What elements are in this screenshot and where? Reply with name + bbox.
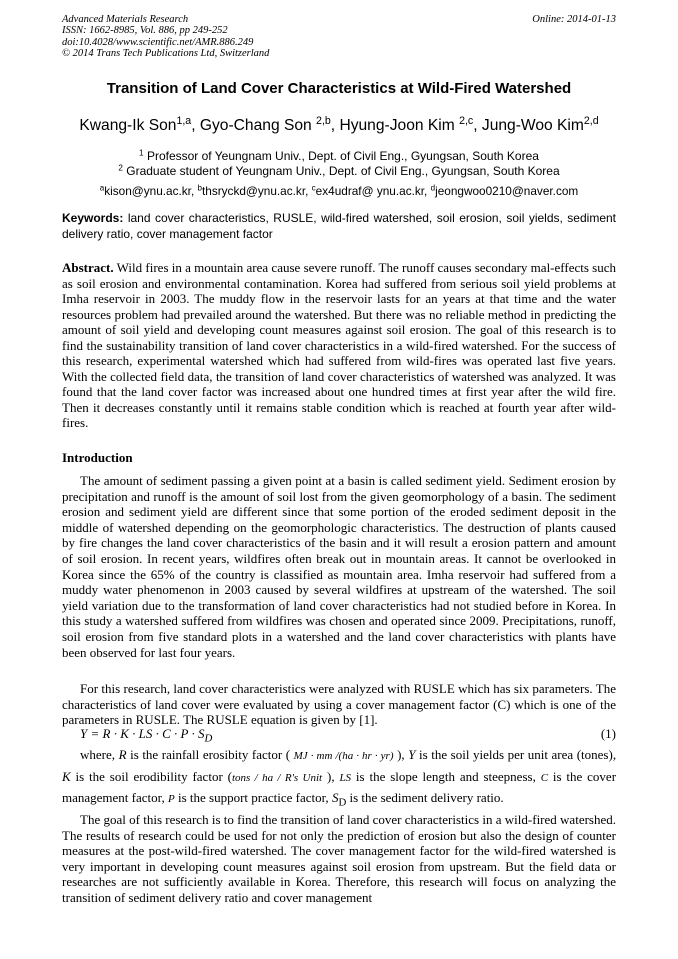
copyright-line: © 2014 Trans Tech Publications Ltd, Switzerland [62, 48, 270, 60]
author-sup: 1,a [176, 115, 192, 128]
email-b[interactable]: thsryckd@ynu.ac.kr, [201, 184, 312, 198]
author-list: Kwang-Ik Son$^{1,a}$, Gyo-Chang Son $^{2,b}$, Hyung-Joon Kim $^{2,c}$, Jung-Woo Kim$^{2,d}$ [79, 115, 599, 134]
keywords [62, 210, 616, 242]
issn-line: ISSN: 1662-8985, Vol. 886, pp 249-252 [62, 25, 228, 37]
intro-paragraph-1: The amount of sediment passing a given point at a basin is called sediment yield. Sediment erosion by precipitation and runoff is the amount of soil lost from the given geomorphology of a basin. The sediment erosion and sediment yield are different since that some portion of the eroded sediment deposit in the middle of watershed depending on the geomorphologic characteristics. The destruction of plants caused by fire changes the land cover characteristics of the basin and it will result a erosion pattern and amount of soil erosion. In recent years, wildfires often break out in mountain areas. It cannot be overlooked in Korea since the 65% of the country is classified as mountain area. Imha reservoir had suffered from a muddy water phenomenon in 2003 caused by several wildfires at upstream of the watershed. The soil yield variation due to the transformation of land cover characteristics had not studied before in Korea. In this study a watershed suffered from wildfires was chosen and operated since 2009. Precipitations, runoff, soil erosion from five standard plots in a watershed and the land cover characteristics with plants have been observed for last four years. [62, 473, 616, 660]
online-date: Online: 2014-01-13 [532, 14, 616, 25]
keywords-text: land cover characteristics, RUSLE, wild-fired watershed, soil erosion, soil yields, sediment delivery ratio, cover management factor [62, 211, 616, 241]
keywords-label: Keywords: [62, 211, 124, 225]
equation-expression: Y = R · K · LS · $C \cdot P \cdot S_D$ [80, 726, 213, 745]
author-sup: 2,b [316, 115, 331, 128]
affiliation-2: $^2$ Graduate student of Yeungnam Univ., Dept. of Civil Eng., Gyungsan, South Korea [118, 163, 560, 178]
abstract-text: Wild fires in a mountain area cause severe runoff. The runoff causes secondary mal-effects such as soil erosion and environmental contamination. Korea had suffered from serious soil yield problems at Imha reservoir in 2003. The muddy flow in the reservoir lasts for an years at that time and the water resources problem had prevailed around the watershed. But there was no reliable method in predicting the amount of soil yield and developing count measures against soil erosion. The goal of this research is to find the sustainability transition of land cover characteristics in a wild-fired watershed. For the success of this research, experimental watershed which had suffered from wild-fires was operated last five years. With the collected field data, the transition of land cover characteristics of watershed was analyzed. It was found that the land cover factor was increased about one hundred times at first year after the wild fire. Then it decreases constantly until it remains stable condition which is reached at fourth year after wild-fires. [62, 260, 616, 431]
intro-paragraph-3: where, R is the rainfall erosibity factor ( MJ · mm /(ha · hr · yr) ), Y is the soil yields per unit area (tones), K is the soil erodibility factor (tons / ha / R's Unit ), LS is the slope length and steepness, C is the cover management factor, P is the support practice factor, $S_D$ is the sediment delivery ratio. [62, 747, 617, 809]
email-a[interactable]: kison@ynu.ac.kr, [104, 184, 198, 198]
abstract [62, 260, 616, 431]
equation-number: (1) [600, 726, 616, 741]
intro-paragraph-2: For this research, land cover characteristics were analyzed with RUSLE which has six parameters. The characteristics of land cover were evaluated by using a cover management factor (C) which is one of the parameters in RUSLE. The RUSLE equation is given by [1]. [62, 681, 616, 728]
email-d[interactable]: jeongwoo0210@naver.com [435, 184, 579, 198]
paper-title: Transition of Land Cover Characteristics at Wild-Fired Watershed [106, 80, 572, 97]
author-name: Kwang-Ik Son [79, 117, 177, 134]
email-c[interactable]: ex4udraf@ ynu.ac.kr, [315, 184, 431, 198]
section-heading-introduction: Introduction [62, 450, 133, 465]
doi-line: doi:10.4028/www.scientific.net/AMR.886.249 [62, 36, 254, 48]
journal-header [62, 14, 616, 60]
intro-paragraph-4: The goal of this research is to find the transition of land cover characteristics in a wild-fired watershed. The results of research could be used for not only the prediction of erosion but also the design of counter measures at the post-wild-fired watershed. The cover management factor for the wild-fired watershed is very important in developing count measures against soil erosion from upstream. But the field data or researches are not sufficiently available in Korea. Therefore, this research will focus on analyzing the transition of sediment delivery ratio and cover management [62, 812, 616, 905]
author-name: Hyung-Joon Kim [339, 117, 455, 134]
author-sup: 2,c [459, 115, 474, 128]
author-name: Gyo-Chang Son [199, 117, 312, 134]
author-sup: 2,d [583, 115, 599, 128]
affiliation-1: $^1$ Professor of Yeungnam Univ., Dept. of Civil Eng., Gyungsan, South Korea [139, 148, 539, 163]
email-list: $^a$kison@ynu.ac.kr, $^b$thsryckd@ynu.ac.kr, $^c$ex4udraf@ ynu.ac.kr, $^d$jeongwoo0210@naver.com [99, 183, 579, 198]
abstract-label: Abstract. [62, 260, 114, 275]
author-name: Jung-Woo Kim [481, 117, 584, 134]
rusle-equation [80, 726, 616, 745]
journal-name: Advanced Materials Research [62, 14, 189, 25]
affiliations [40, 149, 638, 179]
